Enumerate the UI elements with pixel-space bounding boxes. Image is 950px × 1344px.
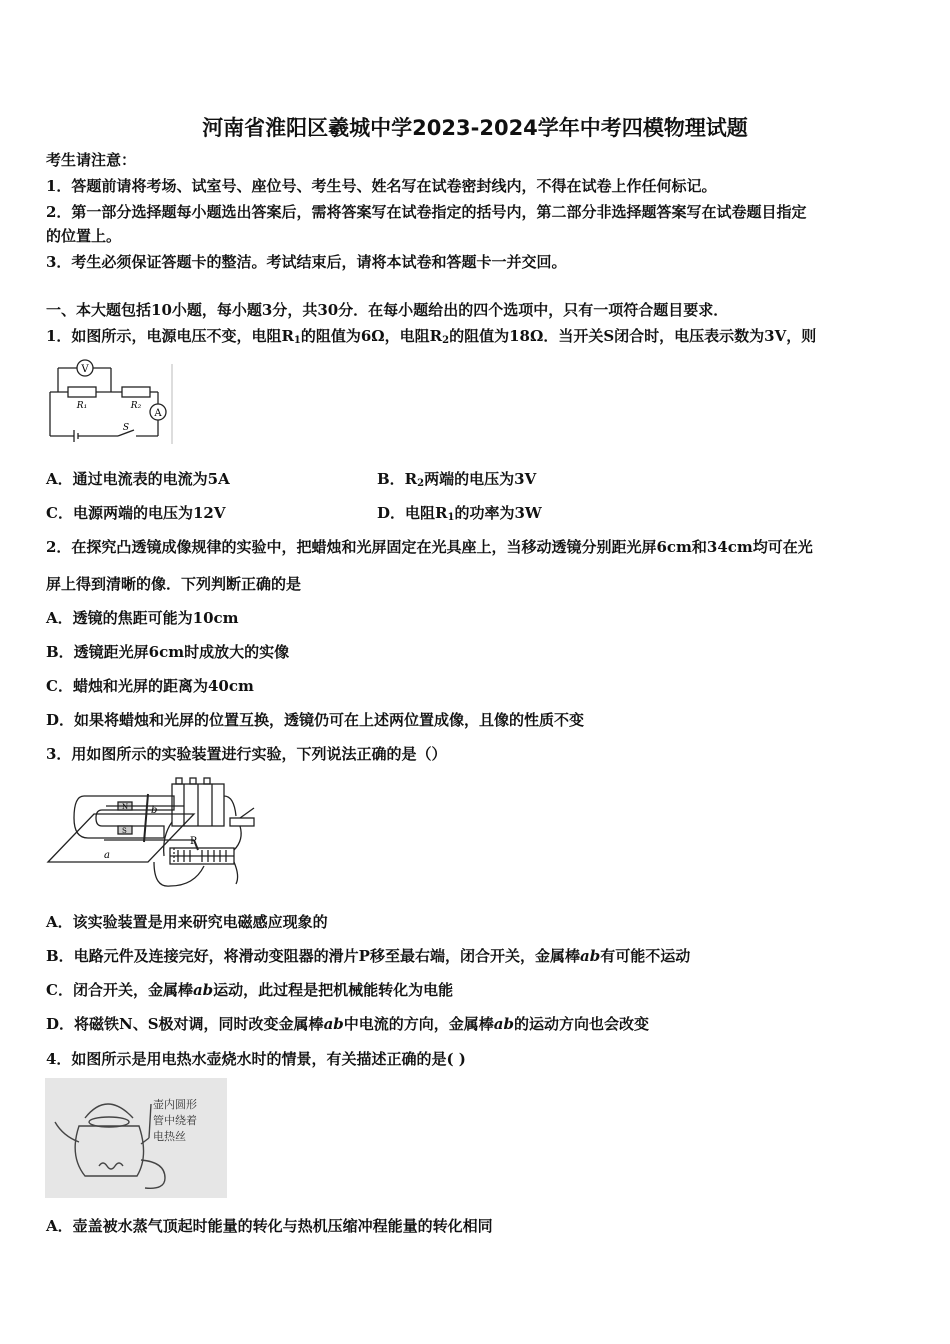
notice-item-3: 3．考生必须保证答题卡的整洁。考试结束后，请将本试卷和答题卡一并交回。: [46, 253, 567, 271]
q3-option-d-part: 的运动方向也会改变: [514, 1015, 650, 1033]
q3-option-d: [46, 1014, 649, 1034]
switch-label: S: [122, 423, 130, 433]
q4-stem: 4．如图所示是用电热水壶烧水时的情景，有关描述正确的是( ): [46, 1050, 466, 1068]
q2-option-d: D．如果将蜡烛和光屏的位置互换，透镜仍可在上述两位置成像，且像的性质不变: [46, 711, 585, 729]
q3-option-b: [46, 946, 690, 966]
page-title: 河南省淮阳区羲城中学2023-2024学年中考四模物理试题: [202, 116, 748, 140]
metal-rod-ab: [144, 794, 148, 842]
q1-option-b-part: B．R: [377, 470, 418, 488]
q4-option-a: A．壶盖被水蒸气顶起时能量的转化与热机压缩冲程能量的转化相同: [46, 1217, 493, 1235]
q3-option-d-ab: ab: [493, 1015, 515, 1033]
q3-option-c-ab: ab: [192, 981, 214, 999]
notice-item-1: 1．答题前请将考场、试室号、座位号、考生号、姓名写在试卷密封线内，不得在试卷上作任何标记。: [46, 177, 717, 195]
q3-option-b-part: 有可能不运动: [600, 947, 691, 965]
r2-resistor: [122, 387, 150, 397]
q1-sub-1: 1: [293, 335, 301, 346]
q1-sub-2: 2: [442, 335, 450, 346]
notice-heading: 考生请注意：: [46, 151, 137, 169]
q2-stem-line-2: 屏上得到清晰的像．下列判断正确的是: [46, 575, 302, 593]
switch-base: [230, 818, 254, 826]
q2-option-a: A．透镜的焦距可能为10cm: [46, 609, 239, 627]
q3-stem: 3．用如图所示的实验装置进行实验，下列说法正确的是（）: [46, 745, 447, 763]
q3-option-d-part: 中电流的方向，金属棒: [343, 1015, 494, 1033]
q3-option-d-ab: ab: [323, 1015, 344, 1033]
q1-stem-part: 的阻值为6Ω，电阻R: [300, 327, 443, 345]
slider-label-p: P: [190, 836, 197, 847]
q1-stem-part: 1．如图所示，电源电压不变，电阻R: [46, 327, 294, 345]
kettle-label-line-2: 管中绕着: [153, 1114, 197, 1127]
q1-stem-part: 的阻值为18Ω．当开关S闭合时，电压表示数为3V，则: [449, 327, 817, 345]
kettle-label-line-1: 壶内圆形: [153, 1098, 197, 1111]
notice-item-2-cont: 的位置上。: [46, 227, 122, 245]
kettle-label-line-3: 电热丝: [153, 1130, 186, 1143]
q2-option-c: C．蜡烛和光屏的距离为40cm: [46, 677, 254, 695]
r2-label: R₂: [130, 401, 142, 411]
q3-option-a: A．该实验装置是用来研究电磁感应现象的: [46, 913, 328, 931]
q1-option-c: C．电源两端的电压为12V: [46, 504, 226, 522]
q3-option-c-part: C．闭合开关，金属棒: [46, 981, 193, 999]
q1-circuit-figure: [44, 356, 176, 446]
q1-option-b-sub: 2: [417, 478, 425, 489]
rod-label-b: b: [151, 805, 158, 816]
q2-stem-line-1: 2．在探究凸透镜成像规律的实验中，把蜡烛和光屏固定在光具座上，当移动透镜分别距光屏6cm和34cm均可在光: [46, 538, 813, 556]
notice-item-2: 2．第一部分选择题每小题选出答案后，需将答案写在试卷指定的括号内，第二部分非选择题答案写在试卷题目指定: [46, 203, 807, 221]
r1-label: R₁: [76, 401, 88, 411]
q3-option-c-part: 运动，此过程是把机械能转化为电能: [213, 981, 454, 999]
rod-label-a: a: [104, 850, 110, 861]
pole-label-s: S: [122, 827, 127, 835]
q1-option-d: [377, 503, 542, 528]
ammeter-label: A: [154, 408, 162, 419]
r1-resistor: [68, 387, 96, 397]
section-heading: 一、本大题包括10小题，每小题3分，共30分．在每小题给出的四个选项中，只有一项符合题目要求．: [46, 301, 729, 319]
q1-option-b: [377, 469, 536, 494]
q4-kettle-figure: [45, 1078, 227, 1198]
q1-stem: [46, 326, 816, 351]
q1-option-d-part: D．电阻R: [377, 504, 448, 522]
q1-option-d-sub: 1: [447, 512, 455, 523]
q3-option-d-part: D．将磁铁N、S极对调，同时改变金属棒: [46, 1015, 324, 1033]
q1-option-a: A．通过电流表的电流为5A: [46, 470, 230, 488]
voltmeter-label: V: [81, 364, 89, 375]
q3-option-b-ab: ab: [579, 947, 601, 965]
q1-option-b-part: 两端的电压为3V: [424, 470, 537, 488]
pole-label-n: N: [122, 803, 129, 811]
q1-option-d-part: 的功率为3W: [454, 504, 542, 522]
q2-option-b: B．透镜距光屏6cm时成放大的实像: [46, 643, 290, 661]
q3-apparatus-figure: [44, 776, 284, 896]
q3-option-b-part: B．电路元件及连接完好，将滑动变阻器的滑片P移至最右端，闭合开关，金属棒: [46, 947, 580, 965]
q3-option-c: [46, 980, 453, 1000]
